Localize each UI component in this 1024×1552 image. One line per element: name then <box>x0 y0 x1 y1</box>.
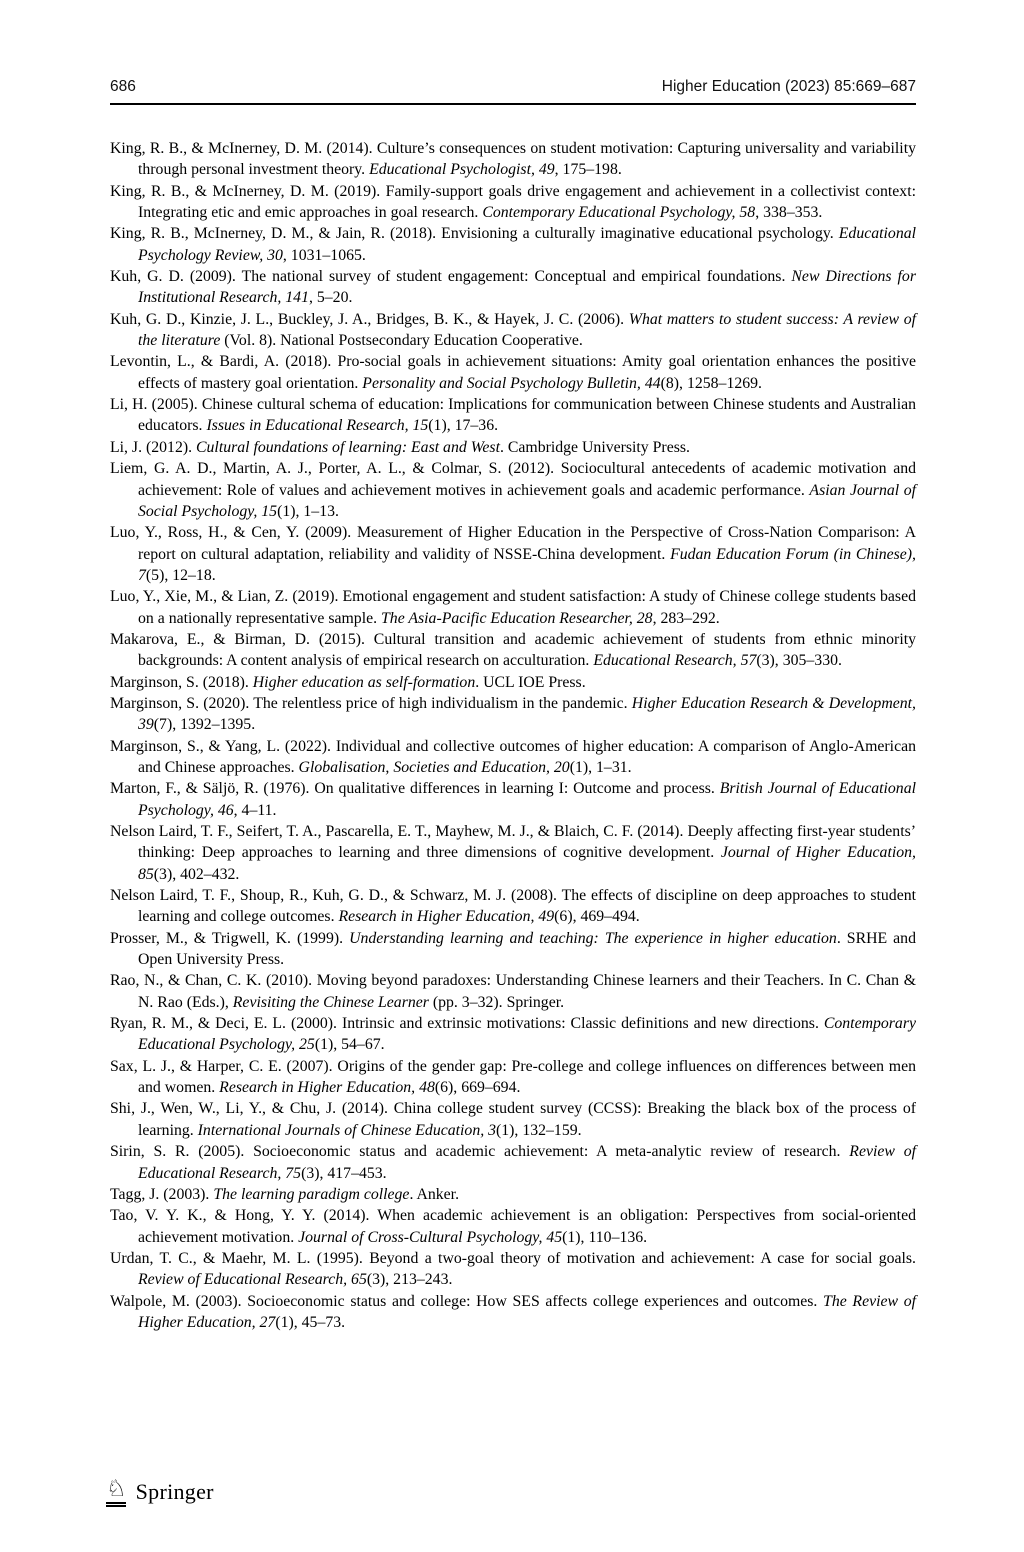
reference-entry <box>110 351 916 394</box>
reference-source-italic: Journal of Higher Education, 85 <box>138 844 916 883</box>
reference-text: (6), 469–494. <box>554 908 640 926</box>
reference-text: Sax, L. J., & Harper, C. E. (2007). Origins of the gender gap: Pre-college and college influences on differences between men and women. <box>110 1057 916 1097</box>
reference-text: Walpole, M. (2003). Socioeconomic status and college: How SES affects college experiences and outcomes. <box>110 1292 824 1310</box>
reference-text: Luo, Y., Ross, H., & Cen, Y. (2009). Measurement of Higher Education in the Perspective of Cross-Nation Comparison: A report on cultural adaptation, reliability and validity of NSSE-China development. <box>110 524 916 563</box>
reference-text: Luo, Y., Xie, M., & Lian, Z. (2019). Emotional engagement and student satisfaction: A study of Chinese college students based on a nationally representative sample. <box>110 588 916 627</box>
reference-source-italic: The Review of Higher Education, 27 <box>138 1292 916 1331</box>
reference-text: Marginson, S., & Yang, L. (2022). Individual and collective outcomes of higher education: A comparison of Anglo-American and Chinese approaches. <box>110 737 916 776</box>
reference-text: (8), 1258–1269. <box>660 374 762 392</box>
reference-source-italic: Issues in Educational Research, 15 <box>206 417 429 435</box>
reference-text: Tao, V. Y. K., & Hong, Y. Y. (2014). When academic achievement is an obligation: Perspectives from social-oriented achievement motivation. <box>110 1207 916 1246</box>
reference-entry <box>110 1098 916 1141</box>
reference-entry <box>110 138 916 181</box>
springer-horse-icon <box>106 1477 127 1507</box>
reference-entry <box>110 885 916 928</box>
reference-text: Marginson, S. (2020). The relentless price of high individualism in the pandemic. <box>110 694 632 712</box>
reference-text: King, R. B., & McInerney, D. M. (2014). Culture’s consequences on student motivation: Capturing universality and variability through personal investment theory. <box>110 140 916 179</box>
reference-text: (3), 417–453. <box>301 1164 387 1182</box>
reference-text: (pp. 3–32). Springer. <box>428 993 565 1011</box>
reference-entry <box>110 223 916 266</box>
reference-text: Marton, F., & Säljö, R. (1976). On qualitative differences in learning I: Outcome and process. <box>110 780 720 798</box>
reference-entry <box>110 458 916 522</box>
reference-source-italic: Fudan Education Forum (in Chinese), 7 <box>138 545 917 584</box>
reference-text: (1), 1–13. <box>277 502 339 520</box>
reference-source-italic: Higher Education Research & Development, 39 <box>138 694 916 734</box>
reference-text: (3), 305–330. <box>756 652 842 670</box>
reference-source-italic: Educational Research, 57 <box>593 652 757 670</box>
reference-source-italic: Educational Psychology Review, 30 <box>138 225 916 264</box>
reference-entry <box>110 672 916 693</box>
reference-text: , 1031–1065. <box>282 246 366 264</box>
reference-text: Shi, J., Wen, W., Li, Y., & Chu, J. (2014). China college student survey (CCSS): Breaking the black box of the process of learning. <box>110 1100 916 1139</box>
reference-source-italic: Personality and Social Psychology Bulletin, 44 <box>362 374 661 392</box>
publisher-name: Springer <box>135 1479 214 1504</box>
reference-text: Ryan, R. M., & Deci, E. L. (2000). Intrinsic and extrinsic motivations: Classic definitions and new directions. <box>110 1015 824 1033</box>
reference-entry <box>110 736 916 779</box>
reference-text: King, R. B., McInerney, D. M., & Jain, R. (2018). Envisioning a culturally imaginative educational psychology. <box>110 225 839 243</box>
reference-text: , 175–198. <box>554 161 622 179</box>
reference-entry <box>110 1013 916 1056</box>
reference-entry <box>110 394 916 437</box>
reference-source-italic: Contemporary Educational Psychology, 25 <box>138 1015 916 1054</box>
reference-text: (Vol. 8). National Postsecondary Education Cooperative. <box>220 332 583 350</box>
reference-entry <box>110 586 916 629</box>
reference-text: (1), 45–73. <box>275 1313 346 1331</box>
reference-source-italic: Review of Educational Research, 65 <box>138 1271 367 1289</box>
reference-text: Marginson, S. (2018). <box>110 673 253 691</box>
reference-text: (6), 669–694. <box>434 1079 521 1097</box>
reference-source-italic: Understanding learning and teaching: The experience in higher education <box>349 929 837 947</box>
reference-text: , 338–353. <box>755 204 823 222</box>
reference-text: Levontin, L., & Bardi, A. (2018). Pro-social goals in achievement situations: Amity goal orientation enhances the positive effects of mastery goal orientation. <box>110 353 916 392</box>
page-number: 686 <box>110 78 136 95</box>
reference-source-italic: The Asia-Pacific Education Researcher, 28 <box>381 609 653 627</box>
reference-text: Liem, G. A. D., Martin, A. J., Porter, A. L., & Colmar, S. (2012). Sociocultural antecedents of academic motivation and achievement: Role of values and achievement motives in achievement goals and academic performance. <box>110 460 916 499</box>
reference-text: Nelson Laird, T. F., Seifert, T. A., Pascarella, E. T., Mayhew, M. J., & Blaich, C. F. (2014). Deeply affecting first-year students’ thinking: Deep approaches to learning and three dimensions of cognitive development. <box>110 823 916 862</box>
reference-text: Li, H. (2005). Chinese cultural schema of education: Implications for communication between Chinese students and Australian educators. <box>110 396 916 435</box>
reference-source-italic: What matters to student success: A review of the literature <box>138 310 916 350</box>
reference-text: Prosser, M., & Trigwell, K. (1999). <box>110 929 350 947</box>
reference-entry <box>110 778 916 821</box>
reference-text: King, R. B., & McInerney, D. M. (2019). Family-support goals drive engagement and achievement in a collectivist context: Integrating etic and emic approaches in goal research. <box>110 182 916 222</box>
knight-glyph: ♘ <box>106 1476 127 1502</box>
journal-citation: Higher Education (2023) 85:669–687 <box>661 78 916 95</box>
reference-text: Rao, N., & Chan, C. K. (2010). Moving beyond paradoxes: Understanding Chinese learners and their Teachers. In C. Chan & N. Rao (Eds.), <box>110 972 916 1011</box>
reference-source-italic: Globalisation, Societies and Education, 20 <box>298 758 570 776</box>
reference-source-italic: Contemporary Educational Psychology, 58 <box>482 204 756 222</box>
reference-source-italic: Higher education as self-formation <box>252 673 476 691</box>
reference-entry <box>110 309 916 352</box>
reference-source-italic: Review of Educational Research, 75 <box>138 1143 916 1182</box>
header-rule <box>110 103 916 105</box>
reference-text: (1), 17–36. <box>428 417 499 435</box>
reference-text: Makarova, E., & Birman, D. (2015). Cultural transition and academic achievement of students from ethnic minority backgrounds: A content analysis of empirical research on acculturation. <box>110 630 916 670</box>
reference-entry <box>110 1291 916 1334</box>
reference-entry <box>110 1205 916 1248</box>
reference-text: (1), 132–159. <box>496 1121 582 1139</box>
reference-text: Kuh, G. D., Kinzie, J. L., Buckley, J. A., Bridges, B. K., & Hayek, J. C. (2006). <box>110 310 629 328</box>
reference-entry <box>110 1056 916 1099</box>
reference-text: (7), 1392–1395. <box>153 716 256 734</box>
reference-text: Li, J. (2012). <box>110 438 196 456</box>
reference-entry <box>110 266 916 309</box>
reference-text: (1), 54–67. <box>314 1036 385 1054</box>
reference-entry <box>110 1184 916 1205</box>
reference-entry <box>110 181 916 224</box>
running-header <box>110 78 916 96</box>
reference-entry <box>110 693 916 736</box>
reference-text: , 283–292. <box>652 609 720 627</box>
publisher-footer <box>106 1477 214 1507</box>
reference-text: (3), 213–243. <box>366 1271 453 1289</box>
reference-text: Urdan, T. C., & Maehr, M. L. (1995). Beyond a two-goal theory of motivation and achievement: A case for social goals. <box>110 1249 916 1267</box>
reference-entry <box>110 522 916 586</box>
reference-entry <box>110 629 916 672</box>
reference-source-italic: Revisiting the Chinese Learner <box>232 993 429 1011</box>
reference-text: (1), 1–31. <box>569 758 632 776</box>
reference-entry <box>110 970 916 1013</box>
reference-text: . Anker. <box>409 1185 460 1203</box>
reference-text: Sirin, S. R. (2005). Socioeconomic status and academic achievement: A meta-analytic review of research. <box>110 1143 850 1161</box>
reference-text: (3), 402–432. <box>153 865 240 883</box>
reference-source-italic: British Journal of Educational Psychology, 46 <box>138 780 916 819</box>
reference-entry <box>110 928 916 971</box>
reference-text: . Cambridge University Press. <box>499 438 690 456</box>
reference-text: (1), 110–136. <box>562 1228 648 1246</box>
reference-entry <box>110 1248 916 1291</box>
reference-source-italic: Research in Higher Education, 48 <box>219 1079 435 1097</box>
reference-text: , 5–20. <box>308 289 353 307</box>
reference-text: . SRHE and Open University Press. <box>138 929 916 969</box>
reference-source-italic: Cultural foundations of learning: East and West <box>196 438 500 456</box>
references-list <box>110 138 916 1333</box>
page-content <box>110 78 916 1333</box>
reference-source-italic: International Journals of Chinese Education, 3 <box>197 1121 497 1139</box>
reference-source-italic: Educational Psychologist, 49 <box>369 161 555 179</box>
reference-entry <box>110 437 916 458</box>
knight-base-lines <box>106 1502 126 1507</box>
reference-text: Nelson Laird, T. F., Shoup, R., Kuh, G. D., & Schwarz, M. J. (2008). The effects of discipline on deep approaches to student learning and college outcomes. <box>110 887 916 926</box>
reference-source-italic: Journal of Cross-Cultural Psychology, 45 <box>298 1228 563 1246</box>
reference-entry <box>110 821 916 885</box>
reference-source-italic: New Directions for Institutional Research, 141 <box>138 268 916 307</box>
reference-source-italic: Research in Higher Education, 49 <box>338 908 555 926</box>
reference-text: , 4–11. <box>233 801 277 819</box>
reference-text: Kuh, G. D. (2009). The national survey of student engagement: Conceptual and empirical foundations. <box>110 268 792 286</box>
reference-text: Tagg, J. (2003). <box>110 1185 214 1203</box>
reference-text: (5), 12–18. <box>145 566 216 584</box>
reference-source-italic: Asian Journal of Social Psychology, 15 <box>138 481 916 520</box>
reference-source-italic: The learning paradigm college <box>213 1185 410 1203</box>
reference-entry <box>110 1141 916 1184</box>
reference-text: . UCL IOE Press. <box>475 673 586 691</box>
